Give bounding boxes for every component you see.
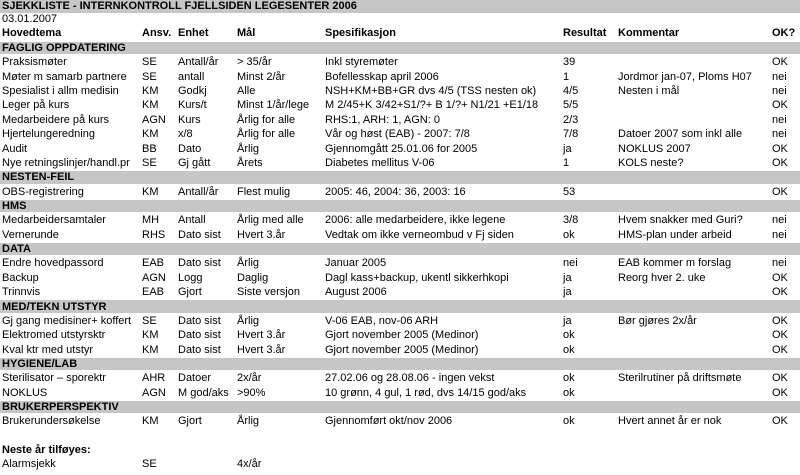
cell-ok: OK xyxy=(772,329,788,342)
table-row xyxy=(0,271,800,285)
cell-enhet: Logg xyxy=(178,271,203,284)
cell-enhet: Dato sist xyxy=(178,228,221,241)
cell-resultat: 1 xyxy=(563,156,570,169)
cell-ansv: KM xyxy=(142,185,159,198)
cell-ansv: KM xyxy=(142,343,159,356)
cell-hovedtema: Nye retningslinjer/handl.pr xyxy=(2,156,130,169)
column-header-hovedtema: Hovedtema xyxy=(2,27,62,39)
cell-ok: OK xyxy=(772,343,788,356)
cell-resultat: 39 xyxy=(563,56,576,69)
cell-ok: nei xyxy=(772,228,787,241)
cell-kommentar xyxy=(618,113,772,127)
cell-kommentar: Bør gjøres 2x/år xyxy=(618,314,697,327)
cell-enhet: M god/aks xyxy=(178,386,229,399)
cell-maal: 2x/år xyxy=(237,372,262,385)
cell-hovedtema: Gj gang medisiner+ koffert xyxy=(2,314,132,327)
column-header-ok: OK? xyxy=(772,27,796,39)
cell-enhet: antall xyxy=(178,70,205,83)
cell-ansv: BB xyxy=(142,142,157,155)
cell-maal: Minst 1/år/lege xyxy=(237,99,310,112)
cell-kommentar: Datoer 2007 som inkl alle xyxy=(618,128,743,141)
cell-resultat: ok xyxy=(563,386,575,399)
cell-spesifikasjon: 2005: 46, 2004: 36, 2003: 16 xyxy=(325,185,466,198)
cell-spesifikasjon: Gjort november 2005 (Medinor) xyxy=(325,343,479,356)
section-title: HYGIENE/LAB xyxy=(2,358,78,371)
cell-kommentar: KOLS neste? xyxy=(618,156,684,169)
cell-spesifikasjon: Januar 2005 xyxy=(325,257,387,270)
cell-enhet: Godkj xyxy=(178,85,207,98)
cell-ok: OK xyxy=(772,386,788,399)
cell-enhet: Dato xyxy=(178,142,202,155)
cell-enhet: Gjort xyxy=(178,415,202,428)
cell-enhet: Gj gått xyxy=(178,156,211,169)
cell-enhet: Kurs/t xyxy=(178,99,207,112)
cell-hovedtema: Medarbeidere på kurs xyxy=(2,113,110,126)
cell-ansv: SE xyxy=(142,457,157,470)
cell-enhet: Dato sist xyxy=(178,329,221,342)
table-row xyxy=(0,256,800,270)
cell-maal: Hvert 3.år xyxy=(237,228,286,241)
cell-ok: OK xyxy=(772,415,788,428)
column-header-enhet: Enhet xyxy=(178,27,209,39)
cell-resultat: 7/8 xyxy=(563,128,579,141)
column-header-spesifikasjon: Spesifikasjon xyxy=(325,27,396,39)
footer-heading: Neste år tilføyes: xyxy=(2,443,91,456)
page-title: SJEKKLISTE - INTERNKONTROLL FJELLSIDEN LEGESENTER 2006 xyxy=(0,0,800,13)
cell-resultat: ja xyxy=(563,314,572,327)
cell-maal: Alle xyxy=(237,85,256,98)
cell-maal: Siste versjon xyxy=(237,286,300,299)
table-row xyxy=(0,457,800,471)
cell-enhet: Gjort xyxy=(178,286,202,299)
cell-kommentar: Hvert annet år er nok xyxy=(618,415,722,428)
table-row xyxy=(0,185,800,199)
cell-spesifikasjon xyxy=(325,457,563,471)
cell-enhet: Kurs xyxy=(178,113,201,126)
cell-kommentar xyxy=(618,185,772,199)
cell-maal: Årlig for alle xyxy=(237,128,296,141)
cell-hovedtema: NOKLUS xyxy=(2,386,48,399)
cell-kommentar xyxy=(618,98,772,112)
cell-enhet: Antall/år xyxy=(178,56,219,69)
cell-enhet: x/8 xyxy=(178,128,193,141)
cell-kommentar: Jordmor jan-07, Ploms H07 xyxy=(618,70,752,83)
cell-enhet: Datoer xyxy=(178,372,212,385)
cell-ansv: AGN xyxy=(142,271,166,284)
cell-spesifikasjon: Gjennomført okt/nov 2006 xyxy=(325,415,453,428)
cell-maal: Årlig med alle xyxy=(237,214,304,227)
cell-ok: OK xyxy=(772,156,788,169)
cell-spesifikasjon: Gjennomgått 25.01.06 for 2005 xyxy=(325,142,478,155)
cell-kommentar xyxy=(618,55,772,69)
cell-resultat: 2/3 xyxy=(563,113,579,126)
cell-ok: OK xyxy=(772,56,788,69)
cell-ok: OK xyxy=(772,142,788,155)
cell-resultat: ok xyxy=(563,228,575,241)
cell-kommentar: NOKLUS 2007 xyxy=(618,142,691,155)
cell-hovedtema: Endre hovedpassord xyxy=(2,257,104,270)
cell-enhet: Antall xyxy=(178,214,206,227)
cell-enhet: Dato sist xyxy=(178,257,221,270)
section-title: MED/TEKN UTSTYR xyxy=(2,300,107,313)
cell-spesifikasjon: Vedtak om ikke verneombud v Fj siden xyxy=(325,228,514,241)
cell-maal: Årlig xyxy=(237,314,260,327)
cell-resultat: ok xyxy=(563,372,575,385)
table-row xyxy=(0,55,800,69)
table-row xyxy=(0,70,800,84)
cell-ansv: SE xyxy=(142,156,157,169)
cell-hovedtema: Trinnvis xyxy=(2,286,41,299)
table-row xyxy=(0,228,800,242)
cell-ok: nei xyxy=(772,257,787,270)
cell-resultat: ja xyxy=(563,286,572,299)
cell-hovedtema: Hjertelungeredning xyxy=(2,128,95,141)
cell-ansv: AHR xyxy=(142,372,166,385)
cell-hovedtema: Alarmsjekk xyxy=(2,457,56,470)
cell-maal: Årlig xyxy=(237,415,260,428)
cell-hovedtema: Brukerundersøkelse xyxy=(2,415,101,428)
cell-hovedtema: Møter m samarb partnere xyxy=(2,70,127,83)
table-row xyxy=(0,328,800,342)
cell-hovedtema: Backup xyxy=(2,271,39,284)
cell-maal: >90% xyxy=(237,386,266,399)
cell-resultat: ok xyxy=(563,415,575,428)
table-row xyxy=(0,84,800,98)
cell-ansv: MH xyxy=(142,214,160,227)
cell-spesifikasjon: V-06 EAB, nov-06 ARH xyxy=(325,314,439,327)
cell-hovedtema: Medarbeidersamtaler xyxy=(2,214,106,227)
table-header xyxy=(0,26,800,41)
table-row xyxy=(0,127,800,141)
cell-kommentar xyxy=(618,457,772,471)
cell-ansv: SE xyxy=(142,314,157,327)
cell-kommentar xyxy=(618,343,772,357)
cell-ok: nei xyxy=(772,70,787,83)
cell-spesifikasjon: RHS:1, ARH: 1, AGN: 0 xyxy=(325,113,440,126)
cell-maal: Flest mulig xyxy=(237,185,291,198)
cell-ansv: RHS xyxy=(142,228,166,241)
cell-spesifikasjon: 2006: alle medarbeidere, ikke legene xyxy=(325,214,506,227)
table-row xyxy=(0,156,800,170)
cell-ok: nei xyxy=(772,113,787,126)
cell-ansv: EAB xyxy=(142,286,165,299)
section-header xyxy=(0,357,800,371)
section-title: BRUKERPERSPEKTIV xyxy=(2,401,119,414)
cell-enhet: Dato sist xyxy=(178,314,221,327)
table-row xyxy=(0,386,800,400)
cell-spesifikasjon: Diabetes mellitus V-06 xyxy=(325,156,435,169)
section-title: FAGLIG OPPDATERING xyxy=(2,42,126,55)
cell-ok: OK xyxy=(772,271,788,284)
column-header-kommentar: Kommentar xyxy=(618,27,680,39)
cell-ansv: KM xyxy=(142,329,159,342)
cell-maal: 4x/år xyxy=(237,457,262,470)
cell-spesifikasjon: Gjort november 2005 (Medinor) xyxy=(325,329,479,342)
cell-enhet xyxy=(178,457,237,471)
cell-maal: Minst 2/år xyxy=(237,70,286,83)
cell-ok: OK xyxy=(772,286,788,299)
cell-ok: nei xyxy=(772,214,787,227)
cell-maal: Hvert 3.år xyxy=(237,329,286,342)
cell-resultat: 3/8 xyxy=(563,214,579,227)
table-row xyxy=(0,343,800,357)
cell-ok: OK xyxy=(772,372,788,385)
cell-hovedtema: Spesialist i allm medisin xyxy=(2,85,119,98)
cell-kommentar xyxy=(618,328,772,342)
section-header xyxy=(0,170,800,184)
cell-kommentar: Reorg hver 2. uke xyxy=(618,271,706,284)
cell-ok xyxy=(772,457,800,471)
column-header-resultat: Resultat xyxy=(563,27,607,39)
table-row xyxy=(0,113,800,127)
cell-spesifikasjon: Vår og høst (EAB) - 2007: 7/8 xyxy=(325,128,470,141)
cell-resultat: 1 xyxy=(563,70,570,83)
table-row xyxy=(0,142,800,156)
cell-kommentar: Sterilrutiner på driftsmøte xyxy=(618,372,742,385)
cell-ansv: KM xyxy=(142,128,159,141)
column-header-ansv: Ansv. xyxy=(142,27,172,39)
cell-resultat xyxy=(563,457,618,471)
cell-resultat: nei xyxy=(563,257,578,270)
cell-ansv: KM xyxy=(142,99,159,112)
cell-spesifikasjon: M 2/45+K 3/42+S1/?+ B 1/?+ N1/21 +E1/18 xyxy=(325,99,539,112)
cell-ansv: AGN xyxy=(142,113,166,126)
table-row xyxy=(0,98,800,112)
table-body xyxy=(0,41,800,429)
cell-ok: nei xyxy=(772,128,787,141)
cell-hovedtema: Praksismøter xyxy=(2,56,67,69)
cell-spesifikasjon: Bofellesskap april 2006 xyxy=(325,70,439,83)
cell-maal: Årlig xyxy=(237,142,260,155)
cell-kommentar: Hvem snakker med Guri? xyxy=(618,214,743,227)
cell-resultat: ok xyxy=(563,343,575,356)
table-row xyxy=(0,414,800,428)
cell-ansv: KM xyxy=(142,85,159,98)
spacer xyxy=(0,429,800,443)
cell-maal: Årlig for alle xyxy=(237,113,296,126)
cell-enhet: Antall/år xyxy=(178,185,219,198)
cell-maal: Årlig xyxy=(237,257,260,270)
section-header xyxy=(0,242,800,256)
cell-kommentar: Nesten i mål xyxy=(618,85,680,98)
cell-hovedtema: Leger på kurs xyxy=(2,99,70,112)
section-header xyxy=(0,400,800,414)
cell-maal: > 35/år xyxy=(237,56,272,69)
section-title: HMS xyxy=(2,200,27,213)
cell-kommentar xyxy=(618,386,772,400)
cell-spesifikasjon: Dagl kass+backup, ukentl sikkerhkopi xyxy=(325,271,509,284)
cell-kommentar: HMS-plan under arbeid xyxy=(618,228,732,241)
cell-resultat: 5/5 xyxy=(563,99,579,112)
cell-spesifikasjon: 27.02.06 og 28.08.06 - ingen vekst xyxy=(325,372,495,385)
document-date: 03.01.2007 xyxy=(2,13,58,25)
cell-ok: nei xyxy=(772,85,787,98)
section-header xyxy=(0,199,800,213)
cell-spesifikasjon: Inkl styremøter xyxy=(325,56,398,69)
section-title: NESTEN-FEIL xyxy=(2,171,75,184)
cell-ansv: SE xyxy=(142,56,157,69)
cell-hovedtema: Sterilisator – sporektr xyxy=(2,372,106,385)
table-row xyxy=(0,371,800,385)
cell-enhet: Dato sist xyxy=(178,343,221,356)
cell-resultat: ok xyxy=(563,329,575,342)
section-header xyxy=(0,299,800,313)
cell-spesifikasjon: 10 grønn, 4 gul, 1 rød, dvs 14/15 god/aks xyxy=(325,386,527,399)
cell-spesifikasjon: NSH+KM+BB+GR dvs 4/5 (TSS nesten ok) xyxy=(325,85,537,98)
cell-resultat: ja xyxy=(563,142,572,155)
table-row xyxy=(0,285,800,299)
cell-resultat: ja xyxy=(563,271,572,284)
cell-ansv: EAB xyxy=(142,257,165,270)
section-title: DATA xyxy=(2,243,31,256)
table-row xyxy=(0,213,800,227)
cell-kommentar: EAB kommer m forslag xyxy=(618,257,732,270)
cell-maal: Daglig xyxy=(237,271,269,284)
cell-hovedtema: Kval ktr med utstyr xyxy=(2,343,94,356)
cell-resultat: 4/5 xyxy=(563,85,579,98)
section-header xyxy=(0,41,800,55)
cell-hovedtema: Elektromed utstyrsktr xyxy=(2,329,106,342)
cell-ansv: KM xyxy=(142,415,159,428)
cell-maal: Årets xyxy=(237,156,263,169)
cell-spesifikasjon: August 2006 xyxy=(325,286,387,299)
cell-ok: OK xyxy=(772,185,788,198)
cell-ok: OK xyxy=(772,99,788,112)
cell-resultat: 53 xyxy=(563,185,576,198)
cell-hovedtema: Audit xyxy=(2,142,28,155)
column-header-maal: Mål xyxy=(237,27,256,39)
cell-hovedtema: OBS-registrering xyxy=(2,185,84,198)
cell-ok: OK xyxy=(772,314,788,327)
cell-hovedtema: Vernerunde xyxy=(2,228,59,241)
table-row xyxy=(0,314,800,328)
cell-maal: Hvert 3.år xyxy=(237,343,286,356)
cell-kommentar xyxy=(618,285,772,299)
cell-ansv: SE xyxy=(142,70,157,83)
footer-rows xyxy=(0,457,800,471)
cell-ansv: AGN xyxy=(142,386,166,399)
